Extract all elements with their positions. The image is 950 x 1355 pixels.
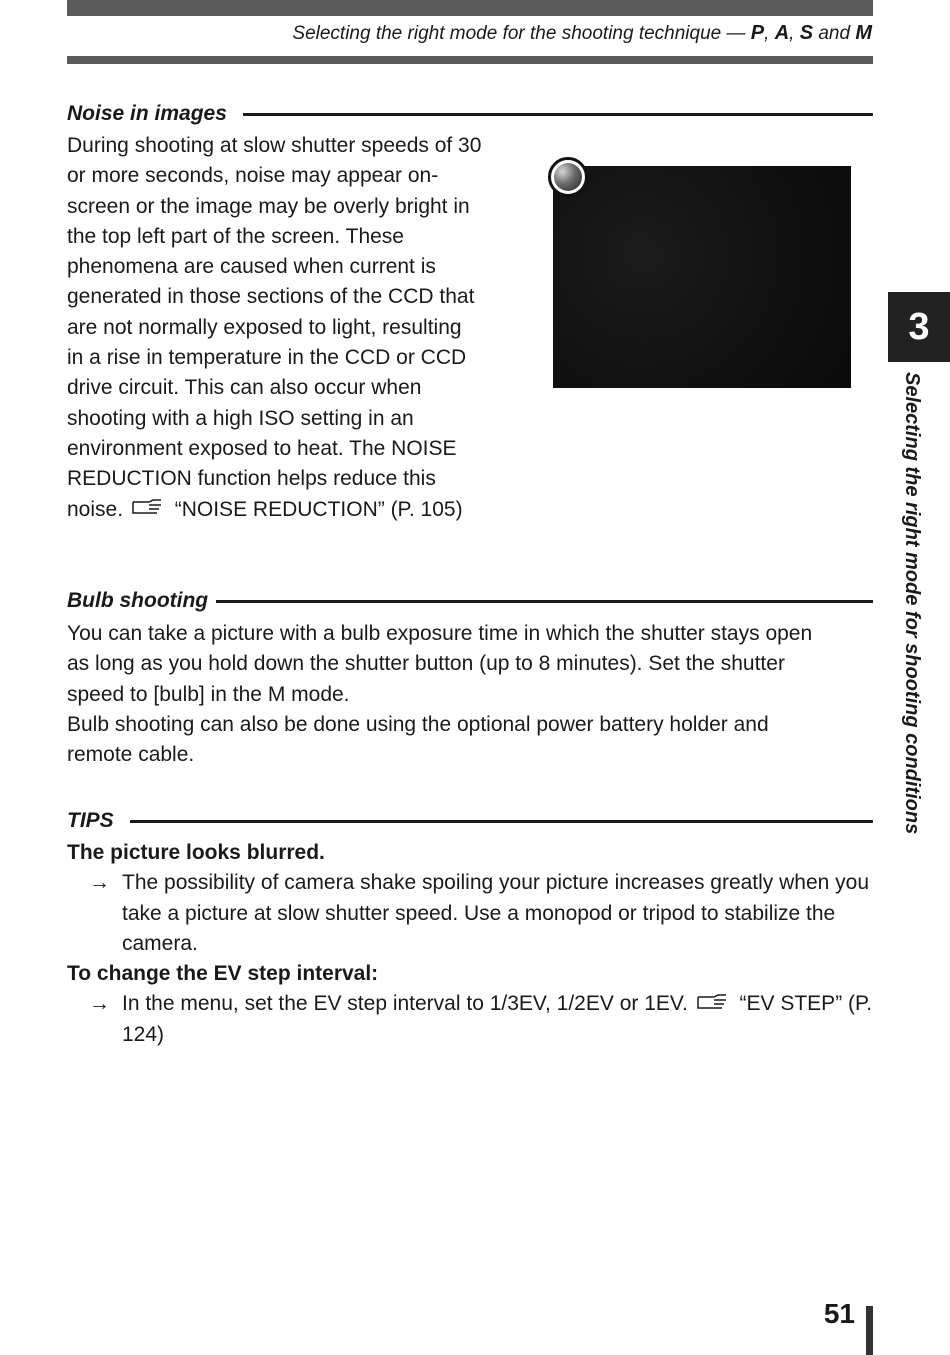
paragraph-line: are not normally exposed to light, resulting bbox=[67, 315, 462, 339]
paragraph-line: You can take a picture with a bulb exposure time in which the shutter stays open bbox=[67, 622, 813, 645]
reference-hand-icon bbox=[696, 990, 728, 1020]
tip-title: The picture looks blurred. bbox=[67, 841, 325, 864]
header-top-bar bbox=[67, 0, 873, 16]
bright-spot-callout bbox=[548, 157, 588, 197]
heading-rule bbox=[216, 600, 873, 603]
paragraph-line: or more seconds, noise may appear on- bbox=[67, 164, 439, 188]
heading-rule bbox=[243, 113, 873, 116]
page-number-bar bbox=[866, 1306, 873, 1355]
ev-step-reference-link[interactable]: “EV STEP” (P. 124) bbox=[122, 992, 873, 1047]
running-header: Selecting the right mode for the shooting technique — P, A, S and M bbox=[292, 22, 872, 44]
mode-m: M bbox=[855, 22, 872, 44]
paragraph-line: noise. “NOISE REDUCTION” (P. 105) bbox=[67, 495, 517, 526]
paragraph-line: shooting with a high ISO setting in an bbox=[67, 406, 414, 430]
chapter-number-tab: 3 bbox=[888, 292, 950, 362]
mode-p: P bbox=[750, 22, 765, 44]
paragraph-line: as long as you hold down the shutter button (up to 8 minutes). Set the shutter bbox=[67, 652, 785, 676]
reference-hand-icon bbox=[131, 495, 163, 525]
paragraph-line: in a rise in temperature in the CCD or CCD bbox=[67, 346, 467, 370]
paragraph-line: Bulb shooting can also be done using the optional power battery holder and bbox=[67, 712, 769, 736]
paragraph-line: REDUCTION function helps reduce this bbox=[67, 467, 436, 491]
bulb-heading-label: Bulb shooting bbox=[67, 589, 209, 612]
arrow-icon: → bbox=[89, 871, 110, 895]
chapter-side-title: Selecting the right mode for shooting conditions bbox=[901, 372, 923, 835]
paragraph-line: generated in those sections of the CCD that bbox=[67, 285, 475, 309]
noise-heading bbox=[67, 102, 873, 126]
paragraph-line: the top left part of the screen. These bbox=[67, 224, 404, 248]
noise-heading-label: Noise in images bbox=[67, 102, 227, 125]
arrow-icon: → bbox=[89, 992, 110, 1016]
noise-reference-link[interactable]: “NOISE REDUCTION” (P. 105) bbox=[174, 497, 463, 521]
bulb-paragraph bbox=[67, 619, 873, 770]
paragraph-line: During shooting at slow shutter speeds of 30 bbox=[67, 134, 482, 157]
mode-s: S bbox=[799, 22, 814, 44]
tips-heading bbox=[67, 809, 873, 833]
heading-rule bbox=[130, 820, 873, 823]
bulb-heading bbox=[67, 589, 873, 613]
mode-a: A bbox=[774, 22, 790, 44]
tip-title: To change the EV step interval: bbox=[67, 962, 379, 986]
header-rule bbox=[67, 56, 873, 64]
tip-item bbox=[67, 868, 873, 959]
tips-heading-label: TIPS bbox=[67, 809, 114, 832]
paragraph-line: phenomena are caused when current is bbox=[67, 255, 436, 279]
paragraph-line: remote cable. bbox=[67, 743, 195, 767]
paragraph-line: environment exposed to heat. The NOISE bbox=[67, 436, 457, 460]
tip-item bbox=[67, 989, 873, 1050]
noise-example-image bbox=[553, 166, 851, 388]
paragraph-line: screen or the image may be overly bright in bbox=[67, 194, 470, 218]
tip-text: In the menu, set the EV step interval to 1/3EV, 1/2EV or 1EV. “EV STEP” (P. 124) bbox=[122, 989, 873, 1050]
tip-text: The possibility of camera shake spoiling your picture increases greatly when you take a picture at slow shutter speed. Use a monopod or tripod to stabilize the camera. bbox=[122, 871, 870, 955]
tips-list bbox=[67, 838, 873, 1050]
paragraph-line: drive circuit. This can also occur when bbox=[67, 376, 422, 400]
page-number: 51 bbox=[823, 1298, 855, 1329]
paragraph-line: speed to [bulb] in the M mode. bbox=[67, 682, 350, 706]
noise-paragraph bbox=[67, 131, 517, 525]
